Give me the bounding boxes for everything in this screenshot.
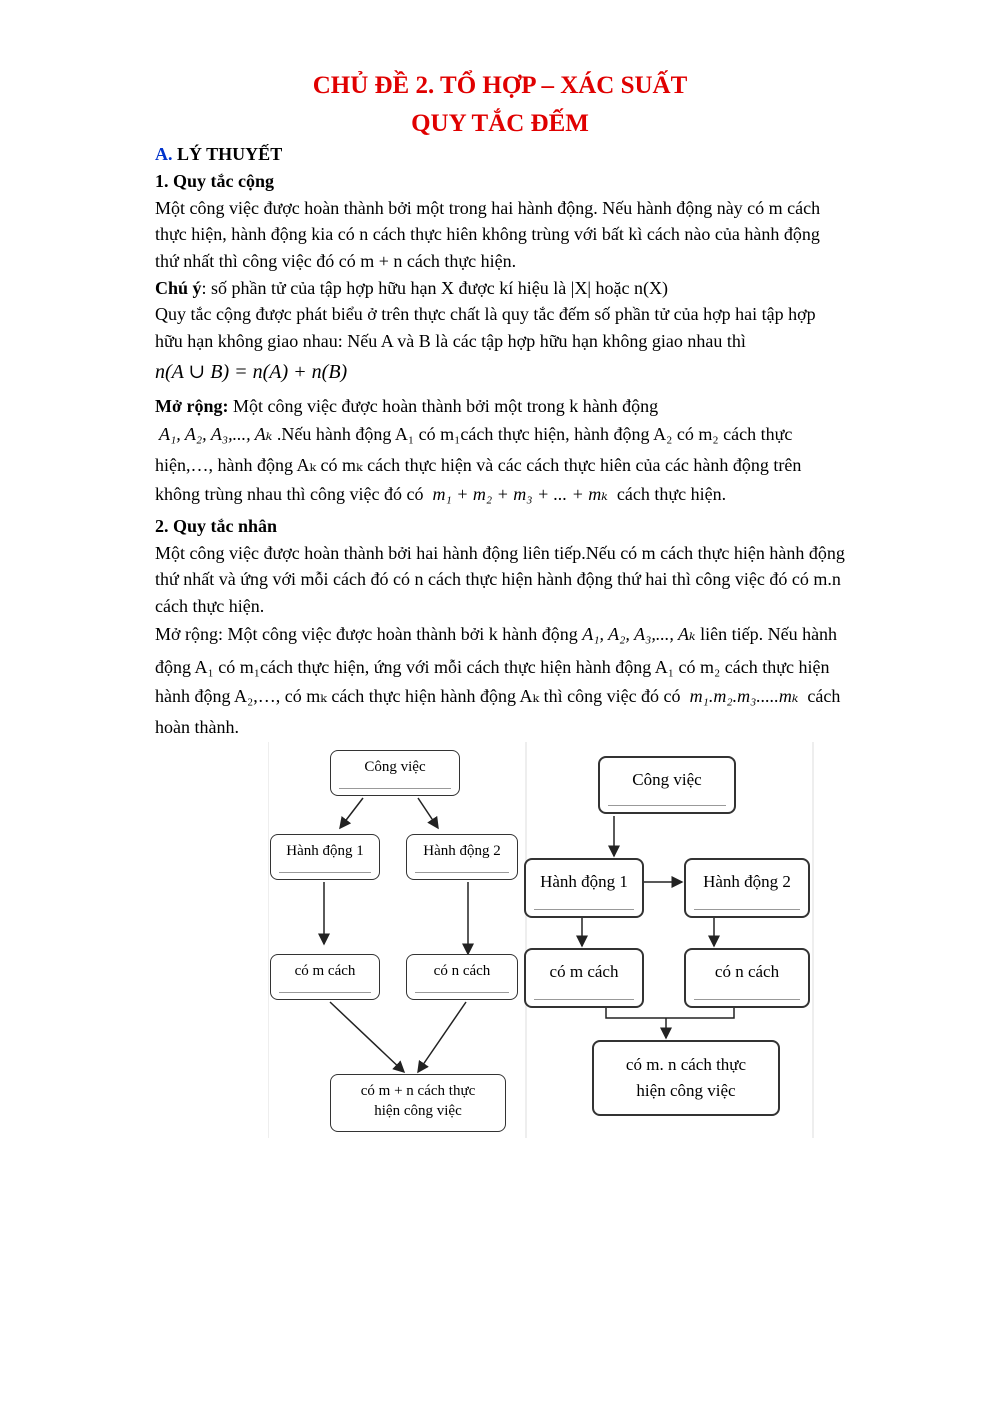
ext-l1-text: Một công việc được hoàn thành bởi một trong k hành động bbox=[228, 396, 659, 416]
left-action2-label: Hành động 2 bbox=[423, 843, 501, 859]
ext2-l3-text: hành động A₂,…, có mₖ cách thực hiện hành động Aₖ thì công việc đó có bbox=[155, 686, 681, 706]
title-line-2: QUY TẮC ĐẾM bbox=[411, 110, 589, 137]
arrow-m-result-left bbox=[330, 1002, 404, 1072]
section-a-label: LÝ THUYẾT bbox=[172, 144, 283, 164]
right-job-box bbox=[598, 756, 736, 814]
rule1-note bbox=[155, 275, 668, 301]
left-action2-box bbox=[406, 834, 518, 880]
right-ways-m-label: có m cách bbox=[549, 962, 619, 981]
left-ways-n-label: có n cách bbox=[433, 963, 491, 979]
rule1-p1-l2: thực hiện, hành động kia có n cách thực hiên không trùng với bất kì cách nào của hành động bbox=[155, 224, 820, 244]
arrow-job-action2-left bbox=[418, 798, 438, 828]
ext-label: Mở rộng: bbox=[155, 396, 229, 416]
left-result-l1: có m + n cách thực bbox=[360, 1083, 476, 1099]
left-job-box bbox=[330, 750, 460, 796]
rule1-p1-l3: thứ nhất thì công việc đó có m + n cách thực hiện. bbox=[155, 251, 517, 271]
arrow-n-result-left bbox=[418, 1002, 466, 1072]
section-a-letter: A. bbox=[155, 144, 173, 164]
right-ways-n-label: có n cách bbox=[714, 962, 780, 981]
left-ways-n-box bbox=[406, 954, 518, 1000]
rule2-ext-l2: động A₁ có m₁cách thực hiện, ứng với mỗi cách thực hiện hành động A₁ có m₂ cách thực hiện bbox=[155, 657, 830, 677]
ext-l4-text: không trùng nhau thì công việc đó có bbox=[155, 484, 424, 504]
section-a-heading bbox=[155, 141, 282, 167]
right-ways-n-box bbox=[684, 948, 810, 1008]
ext-l2-math: A₁, A₂, A₃,..., Aₖ bbox=[159, 424, 273, 444]
rule1-p2-l1: Quy tắc cộng được phát biểu ở trên thực chất là quy tắc đếm số phần tử của hợp hai tập hợp bbox=[155, 304, 816, 324]
arrow-job-action1-left bbox=[340, 798, 363, 828]
right-action1-box bbox=[524, 858, 644, 918]
right-action2-box bbox=[684, 858, 810, 918]
rule2-ext-l3 bbox=[155, 683, 840, 709]
right-result-l1: có m. n cách thực bbox=[625, 1055, 747, 1074]
right-action1-label: Hành động 1 bbox=[540, 872, 628, 891]
rule1-ext-l1 bbox=[155, 393, 658, 419]
rule1-ext-l4 bbox=[155, 481, 726, 507]
ext2-l1-math: A₁, A₂, A₃,..., Aₖ bbox=[582, 624, 696, 644]
rule2-p1-l1: Một công việc được hoàn thành bởi hai hành động liên tiếp.Nếu có m cách thực hiện hành động bbox=[155, 543, 845, 563]
ext2-l3-end: cách bbox=[807, 686, 841, 706]
ext2-l3-math: m₁.m₂.m₃.....mₖ bbox=[689, 686, 799, 706]
left-action1-label: Hành động 1 bbox=[286, 843, 364, 859]
rule1-ext-l2 bbox=[155, 421, 792, 447]
ext2-l1-text: Mở rộng: Một công việc được hoàn thành bởi k hành động bbox=[155, 624, 578, 644]
left-ways-m-box bbox=[270, 954, 380, 1000]
right-result-box bbox=[592, 1040, 780, 1116]
rule2-p1-l2: thứ nhất và ứng với mỗi cách đó có n cách thực hiện hành động thứ hai thì công việc đó có m.n bbox=[155, 569, 841, 589]
right-result-l2: hiện công việc bbox=[636, 1081, 736, 1100]
rule1-p1-l1: Một công việc được hoàn thành bởi một trong hai hành động. Nếu hành động này có m cách bbox=[155, 198, 821, 218]
title-line-1: CHỦ ĐỀ 2. TỔ HỢP – XÁC SUẤT bbox=[312, 72, 688, 99]
rule1-p2-l2: hữu hạn không giao nhau: Nếu A và B là các tập hợp hữu hạn không giao nhau thì bbox=[155, 331, 746, 351]
rule1-ext-l3: hiện,…, hành động Aₖ có mₖ cách thực hiện và các cách thực hiên của các hành động trên bbox=[155, 455, 802, 475]
right-action2-label: Hành động 2 bbox=[703, 872, 791, 891]
rule2-ext-l4: hoàn thành. bbox=[155, 717, 239, 737]
rule2-p1-l3: cách thực hiện. bbox=[155, 596, 265, 616]
right-ways-m-box bbox=[524, 948, 644, 1008]
right-job-label: Công việc bbox=[632, 770, 702, 789]
left-result-l2: hiện công việc bbox=[374, 1103, 462, 1119]
left-result-box bbox=[330, 1074, 506, 1132]
ext-l4-end: cách thực hiện. bbox=[616, 484, 727, 504]
rule2-ext-l1 bbox=[155, 621, 837, 647]
ext-l4-math: m₁ + m₂ + m₃ + ... + mₖ bbox=[432, 484, 608, 504]
note-text: : số phần tử của tập hợp hữu hạn X được kí hiệu là |X| hoặc n(X) bbox=[201, 278, 668, 298]
ext2-l1-end: liên tiếp. Nếu hành bbox=[700, 624, 838, 644]
note-label: Chú ý bbox=[155, 278, 202, 298]
left-ways-m-label: có m cách bbox=[294, 963, 356, 979]
rule2-heading: 2. Quy tắc nhân bbox=[155, 516, 278, 536]
rule1-heading: 1. Quy tắc cộng bbox=[155, 171, 274, 191]
left-action1-box bbox=[270, 834, 380, 880]
bracket-ways-right bbox=[606, 1008, 734, 1018]
flow-diagrams bbox=[268, 742, 814, 1138]
ext-l2-text: .Nếu hành động A₁ có m₁cách thực hiện, hành động A₂ có m₂ cách thực bbox=[276, 424, 793, 444]
union-formula: n(A ∪ B) = n(A) + n(B) bbox=[155, 361, 348, 383]
left-job-label: Công việc bbox=[364, 759, 426, 775]
